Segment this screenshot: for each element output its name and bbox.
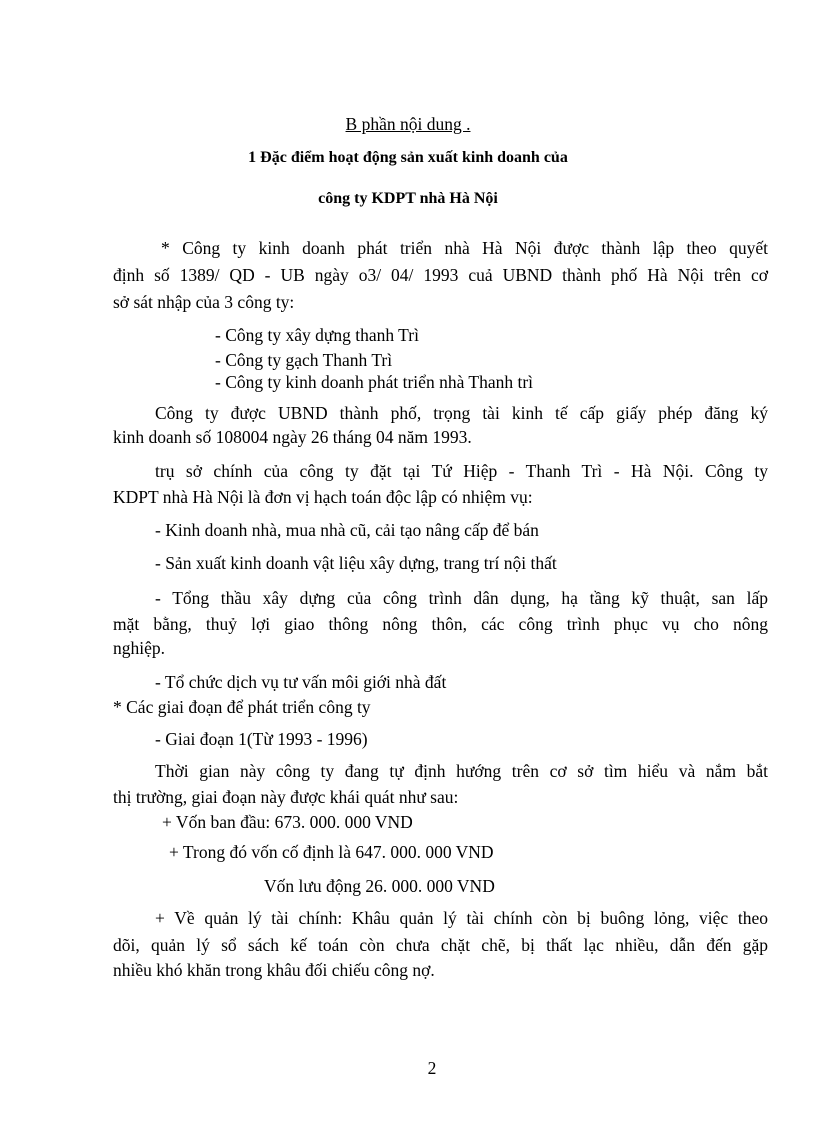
merged-company-2: - Công ty gạch Thanh Trì [215, 350, 393, 370]
duty-4: - Tổ chức dịch vụ tư vấn môi giới nhà đất [155, 672, 447, 692]
para5-line2: dõi, quản lý sổ sách kế toán còn chưa chặt chẽ, bị thất lạc nhiều, dẫn đến gặp [113, 935, 768, 955]
para2-line1: Công ty được UBND thành phố, trọng tài kinh tế cấp giấy phép đăng ký [155, 403, 768, 423]
para3-line2: KDPT nhà Hà Nội là đơn vị hạch toán độc lập có nhiệm vụ: [113, 487, 533, 507]
capital-working: Vốn lưu động 26. 000. 000 VND [264, 876, 495, 896]
duty3-line2: mặt bằng, thuỷ lợi giao thông nông thôn, các công trình phục vụ cho nông [113, 614, 768, 634]
heading-line-1: 1 Đặc điểm hoạt động sản xuất kinh doanh của [248, 149, 568, 166]
heading-line-2: công ty KDPT nhà Hà Nội [318, 190, 498, 207]
para5-line3: nhiều khó khăn trong khâu đối chiếu công nợ. [113, 960, 435, 980]
duty3-line3: nghiệp. [113, 638, 166, 658]
duty3-line1: - Tổng thầu xây dựng của công trình dân dụng, hạ tầng kỹ thuật, san lấp [155, 588, 768, 608]
capital-initial: + Vốn ban đầu: 673. 000. 000 VND [162, 812, 413, 832]
merged-company-3: - Công ty kinh doanh phát triển nhà Thanh trì [215, 372, 534, 392]
para1-line2: định số 1389/ QD - UB ngày o3/ 04/ 1993 cuả UBND thành phố Hà Nội trên cơ [113, 265, 768, 285]
para1-line1: * Công ty kinh doanh phát triển nhà Hà Nội được thành lập theo quyết [161, 238, 768, 258]
para2-line2: kinh doanh số 108004 ngày 26 tháng 04 năm 1993. [113, 427, 472, 447]
merged-company-1: - Công ty xây dựng thanh Trì [215, 325, 419, 345]
para1-line3: sở sát nhập của 3 công ty: [113, 292, 295, 312]
stage-1: - Giai đoạn 1(Từ 1993 - 1996) [155, 729, 368, 749]
page-number: 2 [427, 1058, 437, 1078]
duty-2: - Sản xuất kinh doanh vật liệu xây dựng, trang trí nội thất [155, 553, 557, 573]
para4-line2: thị trường, giai đoạn này được khái quát như sau: [113, 787, 459, 807]
section-title: B phần nội dung . [345, 114, 471, 134]
capital-fixed: + Trong đó vốn cố định là 647. 000. 000 VND [169, 842, 494, 862]
para5-line1: + Về quản lý tài chính: Khâu quản lý tài chính còn bị buông lỏng, việc theo [155, 908, 768, 928]
para4-line1: Thời gian này công ty đang tự định hướng trên cơ sở tìm hiểu và nắm bắt [155, 761, 768, 781]
duty-1: - Kinh doanh nhà, mua nhà cũ, cải tạo nâng cấp để bán [155, 520, 539, 540]
para3-line1: trụ sở chính của công ty đặt tại Tứ Hiệp - Thanh Trì - Hà Nội. Công ty [155, 461, 768, 481]
stages-heading: * Các giai đoạn để phát triển công ty [113, 697, 371, 717]
